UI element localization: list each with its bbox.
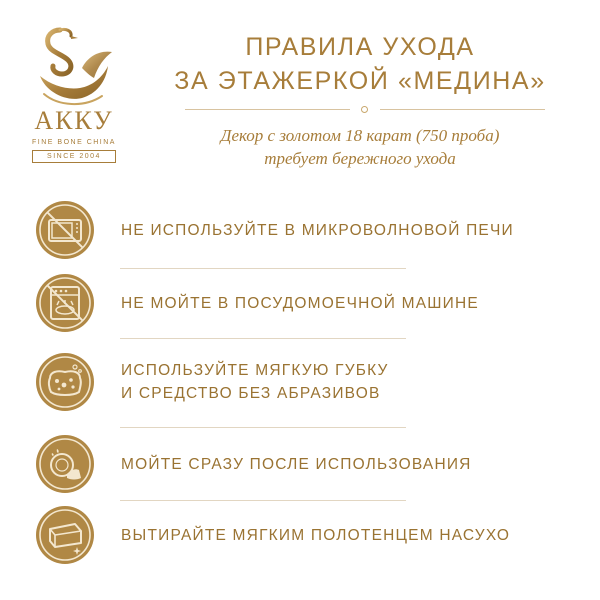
care-rule-text <box>121 505 571 565</box>
title-line-1: ПРАВИЛА УХОДА <box>245 33 475 61</box>
care-rule-microwave <box>35 200 575 260</box>
rule-separator <box>120 338 406 339</box>
care-rule-text <box>121 200 571 260</box>
care-rule-text <box>121 434 571 494</box>
care-rule-towel-dry <box>35 505 575 565</box>
subtitle-line-1: Декор с золотом 18 карат (750 проба) <box>220 126 500 145</box>
swan-logo-icon <box>22 22 126 110</box>
rule-separator <box>120 500 406 501</box>
brand-logo <box>22 22 126 162</box>
care-rule-text <box>121 352 571 412</box>
care-rule-line: НЕ МОЙТЕ В ПОСУДОМОЕЧНОЙ МАШИНЕ <box>121 294 479 312</box>
microwave-prohibited-icon <box>35 200 95 260</box>
subtitle-line-2: требует бережного ухода <box>264 149 456 168</box>
title-line-2: ЗА ЭТАЖЕРКОЙ «МЕДИНА» <box>174 67 546 95</box>
towel-icon <box>35 505 95 565</box>
care-rule-text <box>121 273 571 333</box>
divider-ornament <box>361 106 368 113</box>
page-subtitle <box>150 124 570 170</box>
care-rule-dishwasher <box>35 273 575 333</box>
rule-separator <box>120 268 406 269</box>
page-title <box>150 30 570 98</box>
care-rule-line: И СРЕДСТВО БЕЗ АБРАЗИВОВ <box>121 385 381 402</box>
care-rule-line: НЕ ИСПОЛЬЗУЙТЕ В МИКРОВОЛНОВОЙ ПЕЧИ <box>121 221 514 239</box>
hand-washing-plate-icon <box>35 434 95 494</box>
care-rule-line: ВЫТИРАЙТЕ МЯГКИМ ПОЛОТЕНЦЕМ НАСУХО <box>121 526 511 544</box>
brand-since-badge: SINCE 2004 <box>32 150 116 163</box>
care-rule-wash-immediately <box>35 434 575 494</box>
care-rule-line: МОЙТЕ СРАЗУ ПОСЛЕ ИСПОЛЬЗОВАНИЯ <box>121 455 472 473</box>
title-divider <box>185 109 545 110</box>
care-rule-sponge <box>35 352 575 412</box>
brand-name: АККУ <box>34 106 114 135</box>
care-rule-line: ИСПОЛЬЗУЙТЕ МЯГКУЮ ГУБКУ <box>121 362 389 379</box>
sponge-icon <box>35 352 95 412</box>
dishwasher-prohibited-icon <box>35 273 95 333</box>
rule-separator <box>120 427 406 428</box>
brand-tagline: FINE BONE CHINA <box>32 139 116 146</box>
